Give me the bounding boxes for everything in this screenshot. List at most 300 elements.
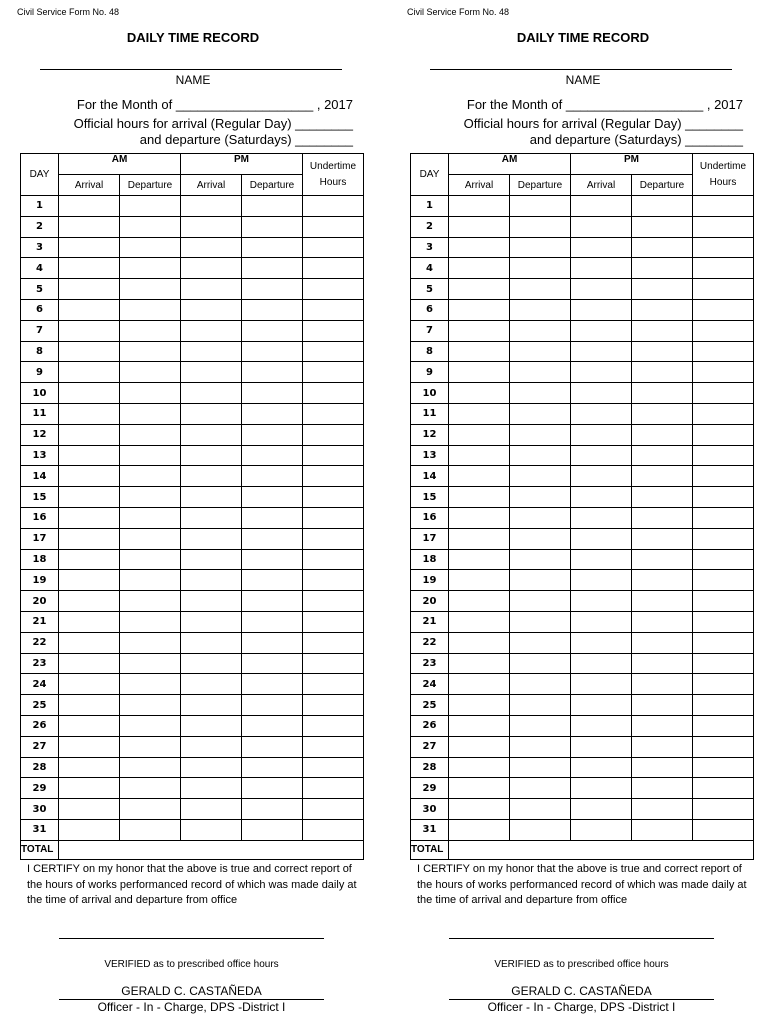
am-arrival-cell[interactable]: [59, 196, 120, 217]
pm-arrival-cell[interactable]: [571, 403, 632, 424]
pm-arrival-cell[interactable]: [181, 466, 242, 487]
am-departure-cell[interactable]: [120, 507, 181, 528]
am-arrival-cell[interactable]: [59, 528, 120, 549]
pm-arrival-cell[interactable]: [181, 383, 242, 404]
pm-arrival-cell[interactable]: [181, 653, 242, 674]
am-departure-cell[interactable]: [510, 424, 571, 445]
undertime-cell[interactable]: [303, 736, 364, 757]
pm-arrival-cell[interactable]: [571, 466, 632, 487]
pm-departure-cell[interactable]: [632, 216, 693, 237]
pm-departure-cell[interactable]: [242, 279, 303, 300]
am-departure-cell[interactable]: [120, 196, 181, 217]
undertime-cell[interactable]: [693, 778, 754, 799]
undertime-cell[interactable]: [693, 487, 754, 508]
pm-departure-cell[interactable]: [242, 341, 303, 362]
pm-arrival-cell[interactable]: [571, 258, 632, 279]
pm-departure-cell[interactable]: [632, 507, 693, 528]
am-departure-cell[interactable]: [510, 674, 571, 695]
undertime-cell[interactable]: [693, 424, 754, 445]
am-arrival-cell[interactable]: [59, 466, 120, 487]
undertime-cell[interactable]: [693, 757, 754, 778]
pm-arrival-cell[interactable]: [571, 341, 632, 362]
pm-departure-cell[interactable]: [632, 383, 693, 404]
undertime-cell[interactable]: [303, 653, 364, 674]
am-arrival-cell[interactable]: [449, 632, 510, 653]
undertime-cell[interactable]: [303, 674, 364, 695]
undertime-cell[interactable]: [693, 799, 754, 820]
am-arrival-cell[interactable]: [449, 424, 510, 445]
am-departure-cell[interactable]: [510, 487, 571, 508]
pm-departure-cell[interactable]: [242, 674, 303, 695]
am-arrival-cell[interactable]: [59, 799, 120, 820]
pm-departure-cell[interactable]: [632, 487, 693, 508]
am-arrival-cell[interactable]: [449, 695, 510, 716]
total-value-cell[interactable]: [59, 840, 364, 859]
undertime-cell[interactable]: [693, 611, 754, 632]
am-arrival-cell[interactable]: [449, 196, 510, 217]
am-arrival-cell[interactable]: [449, 445, 510, 466]
pm-arrival-cell[interactable]: [571, 279, 632, 300]
pm-departure-cell[interactable]: [632, 424, 693, 445]
am-arrival-cell[interactable]: [59, 757, 120, 778]
am-departure-cell[interactable]: [120, 237, 181, 258]
undertime-cell[interactable]: [693, 445, 754, 466]
am-departure-cell[interactable]: [510, 591, 571, 612]
am-departure-cell[interactable]: [120, 362, 181, 383]
am-arrival-cell[interactable]: [59, 299, 120, 320]
am-arrival-cell[interactable]: [59, 715, 120, 736]
undertime-cell[interactable]: [693, 299, 754, 320]
pm-departure-cell[interactable]: [242, 216, 303, 237]
pm-arrival-cell[interactable]: [571, 237, 632, 258]
pm-departure-cell[interactable]: [242, 528, 303, 549]
pm-departure-cell[interactable]: [632, 757, 693, 778]
pm-arrival-cell[interactable]: [571, 799, 632, 820]
am-departure-cell[interactable]: [120, 549, 181, 570]
am-arrival-cell[interactable]: [449, 778, 510, 799]
am-departure-cell[interactable]: [510, 715, 571, 736]
undertime-cell[interactable]: [693, 736, 754, 757]
am-departure-cell[interactable]: [510, 632, 571, 653]
pm-departure-cell[interactable]: [632, 570, 693, 591]
pm-arrival-cell[interactable]: [181, 362, 242, 383]
undertime-cell[interactable]: [303, 237, 364, 258]
undertime-cell[interactable]: [303, 632, 364, 653]
undertime-cell[interactable]: [693, 362, 754, 383]
pm-arrival-cell[interactable]: [181, 507, 242, 528]
am-departure-cell[interactable]: [120, 570, 181, 591]
am-departure-cell[interactable]: [120, 216, 181, 237]
pm-departure-cell[interactable]: [632, 778, 693, 799]
am-arrival-cell[interactable]: [59, 591, 120, 612]
undertime-cell[interactable]: [303, 570, 364, 591]
undertime-cell[interactable]: [303, 403, 364, 424]
pm-departure-cell[interactable]: [242, 570, 303, 591]
pm-arrival-cell[interactable]: [181, 424, 242, 445]
saturday-hours-field[interactable]: and departure (Saturdays) ________: [529, 132, 743, 147]
pm-departure-cell[interactable]: [632, 591, 693, 612]
pm-departure-cell[interactable]: [632, 466, 693, 487]
pm-departure-cell[interactable]: [632, 237, 693, 258]
pm-arrival-cell[interactable]: [181, 799, 242, 820]
pm-arrival-cell[interactable]: [571, 674, 632, 695]
am-departure-cell[interactable]: [510, 528, 571, 549]
pm-arrival-cell[interactable]: [571, 632, 632, 653]
am-departure-cell[interactable]: [120, 466, 181, 487]
pm-arrival-cell[interactable]: [571, 591, 632, 612]
undertime-cell[interactable]: [303, 757, 364, 778]
pm-departure-cell[interactable]: [632, 736, 693, 757]
pm-arrival-cell[interactable]: [181, 591, 242, 612]
pm-departure-cell[interactable]: [242, 799, 303, 820]
am-departure-cell[interactable]: [510, 466, 571, 487]
am-arrival-cell[interactable]: [59, 258, 120, 279]
am-departure-cell[interactable]: [120, 632, 181, 653]
am-arrival-cell[interactable]: [59, 403, 120, 424]
undertime-cell[interactable]: [693, 674, 754, 695]
undertime-cell[interactable]: [303, 715, 364, 736]
pm-departure-cell[interactable]: [632, 445, 693, 466]
undertime-cell[interactable]: [303, 216, 364, 237]
undertime-cell[interactable]: [303, 487, 364, 508]
undertime-cell[interactable]: [693, 196, 754, 217]
am-departure-cell[interactable]: [120, 320, 181, 341]
am-departure-cell[interactable]: [120, 528, 181, 549]
am-departure-cell[interactable]: [120, 715, 181, 736]
pm-arrival-cell[interactable]: [571, 216, 632, 237]
am-arrival-cell[interactable]: [59, 570, 120, 591]
pm-arrival-cell[interactable]: [181, 715, 242, 736]
pm-departure-cell[interactable]: [242, 299, 303, 320]
am-arrival-cell[interactable]: [59, 695, 120, 716]
am-arrival-cell[interactable]: [59, 445, 120, 466]
am-departure-cell[interactable]: [510, 507, 571, 528]
month-field[interactable]: For the Month of ___________________ , 2017: [466, 97, 743, 112]
am-departure-cell[interactable]: [120, 778, 181, 799]
am-departure-cell[interactable]: [510, 778, 571, 799]
pm-arrival-cell[interactable]: [571, 549, 632, 570]
pm-arrival-cell[interactable]: [571, 299, 632, 320]
undertime-cell[interactable]: [693, 341, 754, 362]
am-arrival-cell[interactable]: [59, 341, 120, 362]
pm-departure-cell[interactable]: [242, 819, 303, 840]
pm-arrival-cell[interactable]: [571, 736, 632, 757]
am-arrival-cell[interactable]: [449, 341, 510, 362]
pm-arrival-cell[interactable]: [571, 715, 632, 736]
am-arrival-cell[interactable]: [59, 549, 120, 570]
undertime-cell[interactable]: [693, 549, 754, 570]
am-departure-cell[interactable]: [510, 258, 571, 279]
pm-departure-cell[interactable]: [242, 778, 303, 799]
am-departure-cell[interactable]: [120, 799, 181, 820]
am-arrival-cell[interactable]: [449, 591, 510, 612]
am-departure-cell[interactable]: [510, 320, 571, 341]
pm-departure-cell[interactable]: [632, 549, 693, 570]
official-hours-field[interactable]: Official hours for arrival (Regular Day) ________: [73, 116, 353, 131]
am-arrival-cell[interactable]: [59, 632, 120, 653]
undertime-cell[interactable]: [303, 279, 364, 300]
undertime-cell[interactable]: [303, 341, 364, 362]
undertime-cell[interactable]: [693, 216, 754, 237]
pm-departure-cell[interactable]: [242, 591, 303, 612]
pm-arrival-cell[interactable]: [181, 237, 242, 258]
am-departure-cell[interactable]: [510, 237, 571, 258]
am-arrival-cell[interactable]: [449, 570, 510, 591]
pm-arrival-cell[interactable]: [181, 279, 242, 300]
am-arrival-cell[interactable]: [449, 466, 510, 487]
undertime-cell[interactable]: [303, 445, 364, 466]
total-value-cell[interactable]: [449, 840, 754, 859]
pm-arrival-cell[interactable]: [181, 570, 242, 591]
am-departure-cell[interactable]: [120, 424, 181, 445]
pm-arrival-cell[interactable]: [571, 695, 632, 716]
am-departure-cell[interactable]: [510, 611, 571, 632]
am-departure-cell[interactable]: [510, 819, 571, 840]
pm-arrival-cell[interactable]: [571, 653, 632, 674]
am-arrival-cell[interactable]: [449, 299, 510, 320]
am-departure-cell[interactable]: [510, 736, 571, 757]
am-arrival-cell[interactable]: [59, 279, 120, 300]
pm-departure-cell[interactable]: [632, 653, 693, 674]
am-departure-cell[interactable]: [120, 341, 181, 362]
am-departure-cell[interactable]: [120, 819, 181, 840]
undertime-cell[interactable]: [693, 591, 754, 612]
am-arrival-cell[interactable]: [449, 736, 510, 757]
pm-arrival-cell[interactable]: [181, 258, 242, 279]
undertime-cell[interactable]: [693, 466, 754, 487]
pm-arrival-cell[interactable]: [571, 757, 632, 778]
undertime-cell[interactable]: [693, 507, 754, 528]
undertime-cell[interactable]: [303, 591, 364, 612]
pm-departure-cell[interactable]: [632, 632, 693, 653]
pm-departure-cell[interactable]: [242, 487, 303, 508]
am-arrival-cell[interactable]: [449, 258, 510, 279]
undertime-cell[interactable]: [693, 528, 754, 549]
pm-arrival-cell[interactable]: [571, 383, 632, 404]
pm-departure-cell[interactable]: [632, 528, 693, 549]
undertime-cell[interactable]: [303, 196, 364, 217]
undertime-cell[interactable]: [303, 528, 364, 549]
am-arrival-cell[interactable]: [449, 216, 510, 237]
pm-arrival-cell[interactable]: [571, 196, 632, 217]
undertime-cell[interactable]: [693, 383, 754, 404]
pm-arrival-cell[interactable]: [181, 778, 242, 799]
pm-arrival-cell[interactable]: [181, 549, 242, 570]
am-arrival-cell[interactable]: [449, 799, 510, 820]
undertime-cell[interactable]: [303, 507, 364, 528]
pm-departure-cell[interactable]: [632, 279, 693, 300]
saturday-hours-field[interactable]: and departure (Saturdays) ________: [139, 132, 353, 147]
pm-departure-cell[interactable]: [242, 736, 303, 757]
pm-departure-cell[interactable]: [242, 757, 303, 778]
undertime-cell[interactable]: [303, 320, 364, 341]
pm-departure-cell[interactable]: [242, 196, 303, 217]
pm-departure-cell[interactable]: [242, 466, 303, 487]
am-arrival-cell[interactable]: [449, 383, 510, 404]
am-departure-cell[interactable]: [510, 216, 571, 237]
pm-arrival-cell[interactable]: [181, 341, 242, 362]
undertime-cell[interactable]: [303, 549, 364, 570]
pm-departure-cell[interactable]: [632, 299, 693, 320]
undertime-cell[interactable]: [303, 258, 364, 279]
pm-departure-cell[interactable]: [632, 320, 693, 341]
am-departure-cell[interactable]: [510, 299, 571, 320]
pm-arrival-cell[interactable]: [181, 445, 242, 466]
pm-arrival-cell[interactable]: [571, 362, 632, 383]
am-arrival-cell[interactable]: [59, 424, 120, 445]
pm-arrival-cell[interactable]: [571, 528, 632, 549]
undertime-cell[interactable]: [693, 695, 754, 716]
undertime-cell[interactable]: [303, 695, 364, 716]
pm-departure-cell[interactable]: [242, 445, 303, 466]
name-field-line[interactable]: [430, 69, 732, 70]
pm-arrival-cell[interactable]: [571, 778, 632, 799]
pm-arrival-cell[interactable]: [571, 611, 632, 632]
pm-arrival-cell[interactable]: [571, 445, 632, 466]
pm-departure-cell[interactable]: [242, 507, 303, 528]
undertime-cell[interactable]: [693, 403, 754, 424]
am-arrival-cell[interactable]: [59, 674, 120, 695]
am-arrival-cell[interactable]: [449, 362, 510, 383]
am-arrival-cell[interactable]: [449, 279, 510, 300]
pm-arrival-cell[interactable]: [181, 632, 242, 653]
am-departure-cell[interactable]: [120, 445, 181, 466]
am-arrival-cell[interactable]: [59, 362, 120, 383]
am-departure-cell[interactable]: [120, 611, 181, 632]
am-departure-cell[interactable]: [510, 341, 571, 362]
am-departure-cell[interactable]: [120, 487, 181, 508]
am-arrival-cell[interactable]: [59, 611, 120, 632]
am-arrival-cell[interactable]: [449, 403, 510, 424]
pm-departure-cell[interactable]: [242, 383, 303, 404]
am-departure-cell[interactable]: [510, 757, 571, 778]
am-departure-cell[interactable]: [510, 362, 571, 383]
pm-departure-cell[interactable]: [242, 237, 303, 258]
am-arrival-cell[interactable]: [59, 778, 120, 799]
pm-departure-cell[interactable]: [242, 403, 303, 424]
undertime-cell[interactable]: [693, 819, 754, 840]
pm-arrival-cell[interactable]: [181, 216, 242, 237]
pm-departure-cell[interactable]: [242, 549, 303, 570]
pm-departure-cell[interactable]: [632, 611, 693, 632]
pm-departure-cell[interactable]: [242, 632, 303, 653]
pm-arrival-cell[interactable]: [571, 507, 632, 528]
undertime-cell[interactable]: [693, 258, 754, 279]
undertime-cell[interactable]: [303, 799, 364, 820]
am-arrival-cell[interactable]: [449, 487, 510, 508]
am-departure-cell[interactable]: [510, 549, 571, 570]
am-departure-cell[interactable]: [510, 695, 571, 716]
pm-arrival-cell[interactable]: [571, 320, 632, 341]
undertime-cell[interactable]: [303, 466, 364, 487]
undertime-cell[interactable]: [693, 279, 754, 300]
am-departure-cell[interactable]: [510, 403, 571, 424]
pm-departure-cell[interactable]: [632, 819, 693, 840]
am-departure-cell[interactable]: [120, 299, 181, 320]
undertime-cell[interactable]: [693, 632, 754, 653]
pm-departure-cell[interactable]: [242, 695, 303, 716]
am-arrival-cell[interactable]: [449, 611, 510, 632]
am-departure-cell[interactable]: [120, 674, 181, 695]
am-departure-cell[interactable]: [120, 736, 181, 757]
am-arrival-cell[interactable]: [59, 383, 120, 404]
undertime-cell[interactable]: [693, 570, 754, 591]
am-departure-cell[interactable]: [510, 445, 571, 466]
am-arrival-cell[interactable]: [449, 757, 510, 778]
pm-departure-cell[interactable]: [632, 258, 693, 279]
pm-departure-cell[interactable]: [242, 320, 303, 341]
pm-arrival-cell[interactable]: [181, 299, 242, 320]
am-departure-cell[interactable]: [120, 757, 181, 778]
am-departure-cell[interactable]: [120, 279, 181, 300]
am-departure-cell[interactable]: [120, 591, 181, 612]
pm-departure-cell[interactable]: [632, 799, 693, 820]
pm-arrival-cell[interactable]: [571, 424, 632, 445]
am-departure-cell[interactable]: [510, 383, 571, 404]
pm-arrival-cell[interactable]: [571, 819, 632, 840]
am-arrival-cell[interactable]: [449, 320, 510, 341]
pm-arrival-cell[interactable]: [181, 487, 242, 508]
am-arrival-cell[interactable]: [59, 819, 120, 840]
am-departure-cell[interactable]: [120, 653, 181, 674]
am-departure-cell[interactable]: [120, 383, 181, 404]
pm-departure-cell[interactable]: [242, 715, 303, 736]
pm-arrival-cell[interactable]: [181, 736, 242, 757]
employee-signature-line[interactable]: [449, 938, 714, 939]
undertime-cell[interactable]: [693, 715, 754, 736]
pm-arrival-cell[interactable]: [181, 674, 242, 695]
pm-arrival-cell[interactable]: [181, 403, 242, 424]
pm-departure-cell[interactable]: [242, 611, 303, 632]
pm-arrival-cell[interactable]: [571, 570, 632, 591]
pm-arrival-cell[interactable]: [181, 528, 242, 549]
undertime-cell[interactable]: [303, 778, 364, 799]
am-departure-cell[interactable]: [120, 403, 181, 424]
undertime-cell[interactable]: [693, 653, 754, 674]
pm-departure-cell[interactable]: [632, 341, 693, 362]
undertime-cell[interactable]: [303, 819, 364, 840]
am-arrival-cell[interactable]: [449, 819, 510, 840]
pm-arrival-cell[interactable]: [181, 320, 242, 341]
undertime-cell[interactable]: [303, 299, 364, 320]
undertime-cell[interactable]: [693, 237, 754, 258]
am-arrival-cell[interactable]: [449, 549, 510, 570]
am-arrival-cell[interactable]: [449, 528, 510, 549]
am-arrival-cell[interactable]: [59, 237, 120, 258]
am-departure-cell[interactable]: [510, 570, 571, 591]
pm-departure-cell[interactable]: [632, 403, 693, 424]
pm-arrival-cell[interactable]: [571, 487, 632, 508]
pm-arrival-cell[interactable]: [181, 611, 242, 632]
pm-departure-cell[interactable]: [242, 258, 303, 279]
pm-departure-cell[interactable]: [632, 715, 693, 736]
pm-departure-cell[interactable]: [242, 362, 303, 383]
am-arrival-cell[interactable]: [59, 507, 120, 528]
official-hours-field[interactable]: Official hours for arrival (Regular Day) ________: [463, 116, 743, 131]
am-arrival-cell[interactable]: [449, 715, 510, 736]
employee-signature-line[interactable]: [59, 938, 324, 939]
undertime-cell[interactable]: [303, 383, 364, 404]
am-arrival-cell[interactable]: [449, 237, 510, 258]
am-departure-cell[interactable]: [120, 695, 181, 716]
am-departure-cell[interactable]: [510, 279, 571, 300]
am-arrival-cell[interactable]: [449, 507, 510, 528]
undertime-cell[interactable]: [693, 320, 754, 341]
am-arrival-cell[interactable]: [449, 674, 510, 695]
pm-arrival-cell[interactable]: [181, 757, 242, 778]
am-arrival-cell[interactable]: [59, 216, 120, 237]
am-arrival-cell[interactable]: [59, 736, 120, 757]
